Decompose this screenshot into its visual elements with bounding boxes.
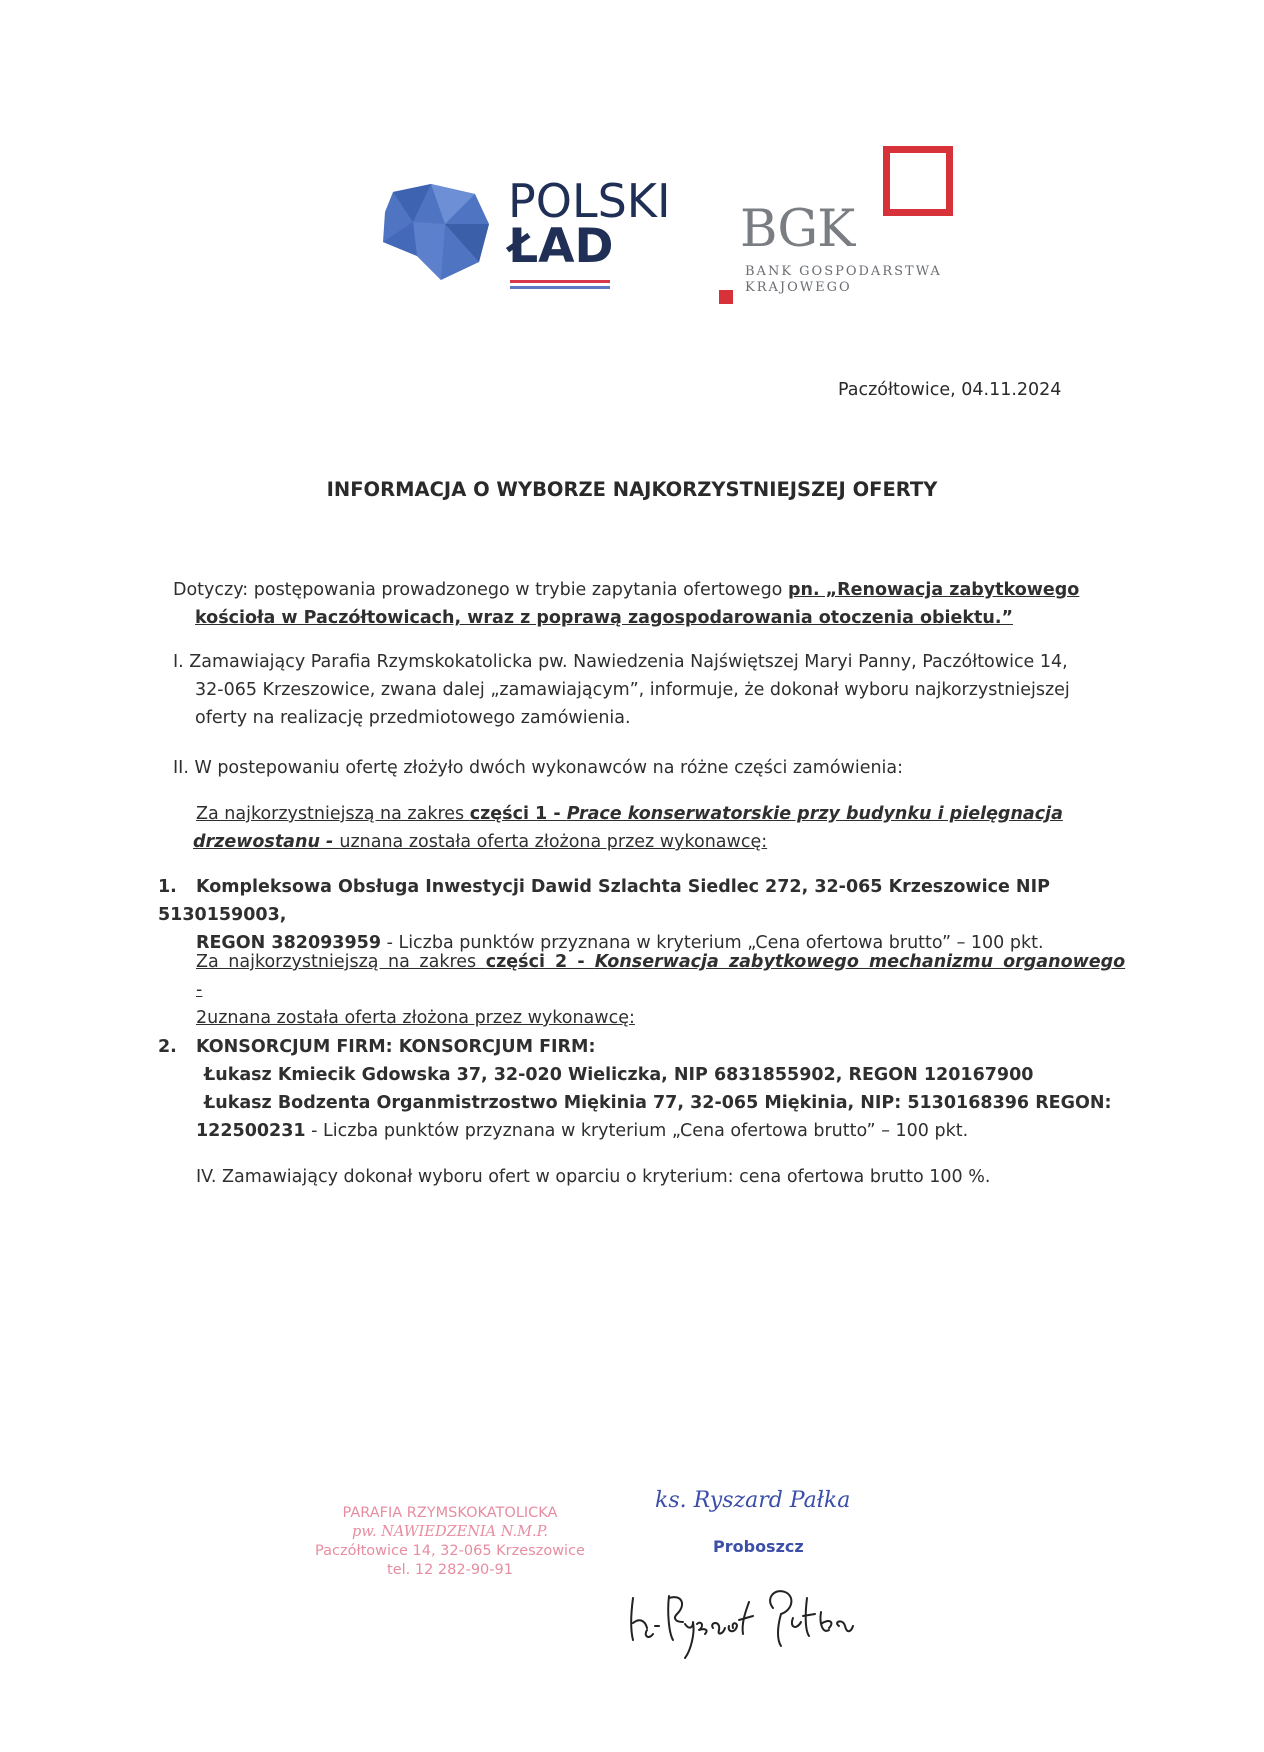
stamp-line3: Paczółtowice 14, 32-065 Krzeszowice (315, 1543, 585, 1559)
section-i-line1: I. Zamawiający Parafia Rzymskokatolicka pw. Nawiedzenia Najświętszej Maryi Panny, Paczółtowice 14, (173, 652, 1068, 672)
subject-title-part2: kościoła w Paczółtowicach, wraz z poprawą zagospodarowania otoczenia obiektu.” (195, 608, 1014, 628)
offer-1-regon: REGON 382093959 (196, 933, 381, 953)
offer-2-member-1: Łukasz Kmiecik Gdowska 37, 32-020 Wieliczka, NIP 6831855902, REGON 120167900 (204, 1065, 1034, 1085)
offer-1-points: - Liczba punktów przyznana w kryterium „Cena ofertowa brutto” – 100 pkt. (381, 933, 1044, 953)
section-i-line2: 32-065 Krzeszowice, zwana dalej „zamawiającym”, informuje, że dokonał wyboru najkorzystniejszej (195, 680, 1070, 700)
part2-scope: Konserwacja zabytkowego mechanizmu organowego (594, 952, 1126, 972)
part1-intro: Za najkorzystniejszą na zakres (196, 804, 470, 824)
polski-lad-line2: ŁAD (508, 219, 614, 274)
subject-plain: Dotyczy: postępowania prowadzonego w trybie zapytania ofertowego (173, 580, 788, 600)
offer-2-number: 2. (158, 1037, 177, 1057)
subject-title-part1: pn. „Renowacja zabytkowego (787, 580, 1080, 600)
signatory-role: Proboszcz (713, 1537, 804, 1556)
part1-scope: Prace konserwatorskie przy budynku i pielęgnacja (566, 804, 1063, 824)
bgk-logo-dot (719, 290, 733, 304)
bgk-sub-line2: KRAJOWEGO (745, 280, 852, 295)
stamp-line2: pw. NAWIEDZENIA N.M.P. (351, 1524, 548, 1540)
handwritten-signature (625, 1578, 905, 1668)
part2-result: 2uznana została oferta złożona przez wykonawcę: (196, 1008, 635, 1028)
offer-1-number: 1. (158, 877, 177, 897)
document-date: Paczółtowice, 04.11.2024 (838, 380, 1062, 400)
parish-stamp (300, 1504, 600, 1580)
document-title: INFORMACJA O WYBORZE NAJKORZYSTNIEJSZEJ OFERTY (326, 478, 938, 501)
polski-lad-logo-shape (383, 184, 489, 280)
part2-label: części 2 - (485, 952, 595, 972)
part1-scope-end: drzewostanu - (193, 832, 340, 852)
polski-lad-stripes (510, 280, 610, 292)
polski-lad-line1: POLSKI (508, 174, 671, 228)
offer-1 (158, 873, 1158, 957)
part2-paragraph (196, 948, 1136, 1032)
stamp-line1: PARAFIA RZYMSKOKATOLICKA (342, 1505, 558, 1521)
offer-2-member-2: Łukasz Bodzenta Organmistrzostwo Miękinia 77, 32-065 Miękinia, NIP: 5130168396 REGON: (204, 1093, 1112, 1113)
offer-2 (158, 1033, 1158, 1145)
offer-2-regon: 122500231 (196, 1121, 306, 1141)
offer-1-contractor: Kompleksowa Obsługa Inwestycji Dawid Szlachta Siedlec 272, 32-065 Krzeszowice NIP 5130159003, (158, 877, 1050, 925)
section-i-line3: oferty na realizację przedmiotowego zamówienia. (195, 708, 631, 728)
bgk-logo-square (883, 146, 953, 216)
bgk-sub-line1: BANK GOSPODARSTWA (745, 264, 942, 279)
part2-dash: - (196, 980, 203, 1000)
bgk-logo-subtitle (745, 264, 942, 296)
section-i (173, 648, 1133, 732)
subject-paragraph (173, 576, 1103, 632)
part2-intro: Za najkorzystniejszą na zakres (196, 952, 486, 972)
part1-paragraph (193, 800, 1096, 856)
section-ii: II. W postepowaniu ofertę złożyło dwóch wykonawców na różne części zamówienia: (173, 758, 904, 778)
offer-2-points: - Liczba punktów przyznana w kryterium „Cena ofertowa brutto” – 100 pkt. (305, 1121, 969, 1141)
bgk-logo-name: BGK (740, 200, 855, 259)
section-iv: IV. Zamawiający dokonał wyboru ofert w oparciu o kryterium: cena ofertowa brutto 100 %. (196, 1167, 991, 1187)
signatory-name: ks. Ryszard Pałka (655, 1488, 851, 1513)
part1-label: części 1 - (469, 804, 567, 824)
offer-2-consortium: KONSORCJUM FIRM: KONSORCJUM FIRM: (196, 1037, 596, 1057)
polski-lad-logo-text (508, 174, 688, 274)
part1-result: uznana została oferta złożona przez wykonawcę: (339, 832, 768, 852)
stamp-line4: tel. 12 282-90-91 (387, 1562, 513, 1578)
